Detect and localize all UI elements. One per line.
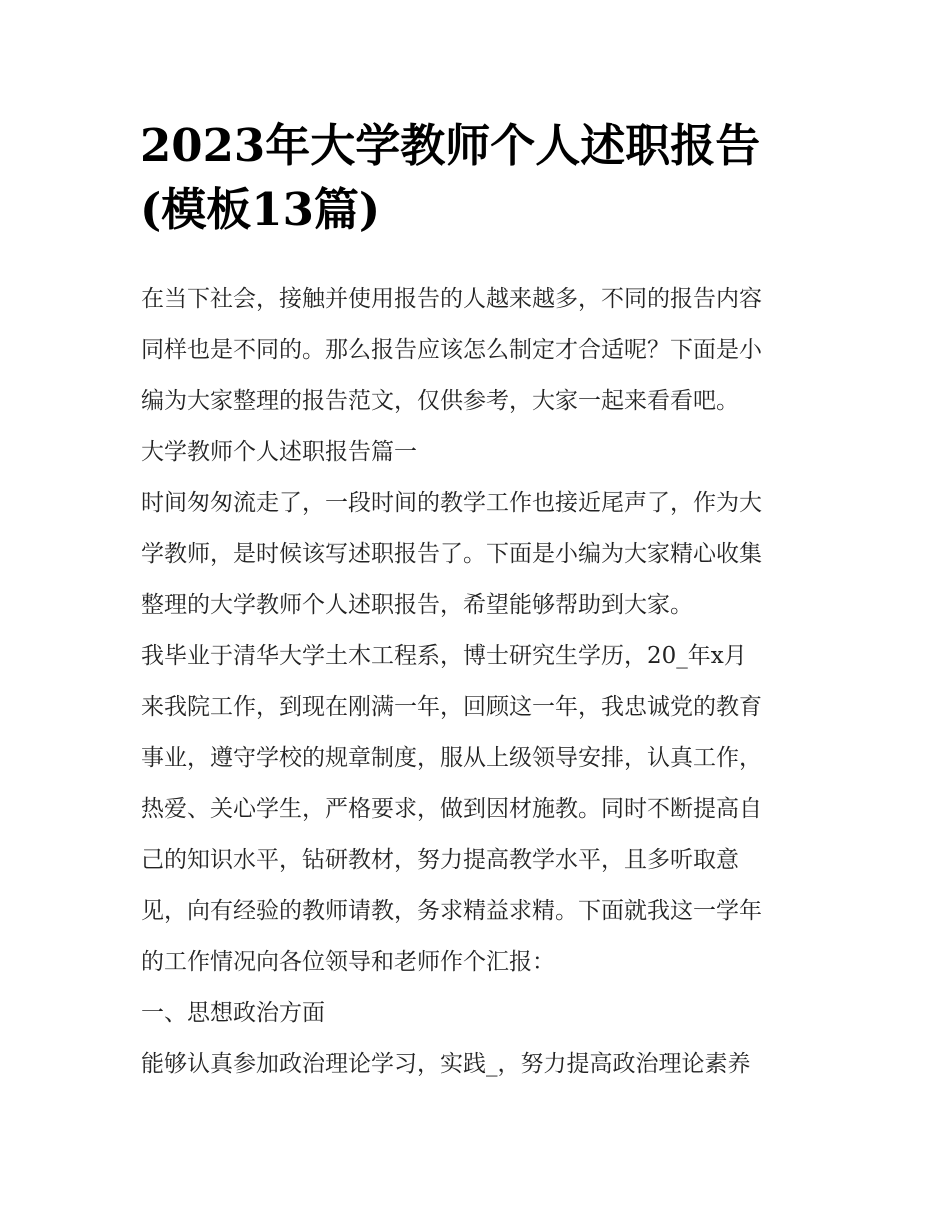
body-line: 的工作情况向各位领导和老师作个汇报：	[141, 949, 555, 975]
body-line: 学教师，是时候该写述职报告了。下面是小编为大家精心收集	[141, 541, 762, 567]
body-line: 见，向有经验的教师请教，务求精益求精。下面就我这一学年	[141, 898, 762, 924]
section-heading: 大学教师个人述职报告篇一	[141, 439, 417, 465]
title-line: (模板13篇)	[140, 183, 381, 236]
section-heading: 一、思想政治方面	[141, 1000, 325, 1026]
body-line: 来我院工作，到现在刚满一年，回顾这一年，我忠诚党的教育	[141, 694, 762, 720]
body-line: 在当下社会，接触并使用报告的人越来越多，不同的报告内容	[141, 286, 762, 312]
body-line: 能够认真参加政治理论学习，实践_，努力提高政治理论素养	[141, 1051, 751, 1077]
body-line: 时间匆匆流走了，一段时间的教学工作也接近尾声了，作为大	[141, 490, 762, 516]
body-line: 热爱、关心学生，严格要求，做到因材施教。同时不断提高自	[141, 796, 762, 822]
body-line: 整理的大学教师个人述职报告，希望能够帮助到大家。	[141, 592, 693, 618]
body-line: 编为大家整理的报告范文，仅供参考，大家一起来看看吧。	[141, 388, 739, 414]
body-line: 我毕业于清华大学土木工程系，博士研究生学历，20_年x月	[141, 643, 747, 669]
body-line: 事业，遵守学校的规章制度，服从上级领导安排，认真工作，	[141, 745, 762, 771]
body-line: 同样也是不同的。那么报告应该怎么制定才合适呢？下面是小	[141, 337, 762, 363]
title-line: 2023年大学教师个人述职报告	[140, 119, 761, 172]
body-line: 己的知识水平，钻研教材，努力提高教学水平，且多听取意	[141, 847, 739, 873]
document-title	[140, 114, 820, 242]
